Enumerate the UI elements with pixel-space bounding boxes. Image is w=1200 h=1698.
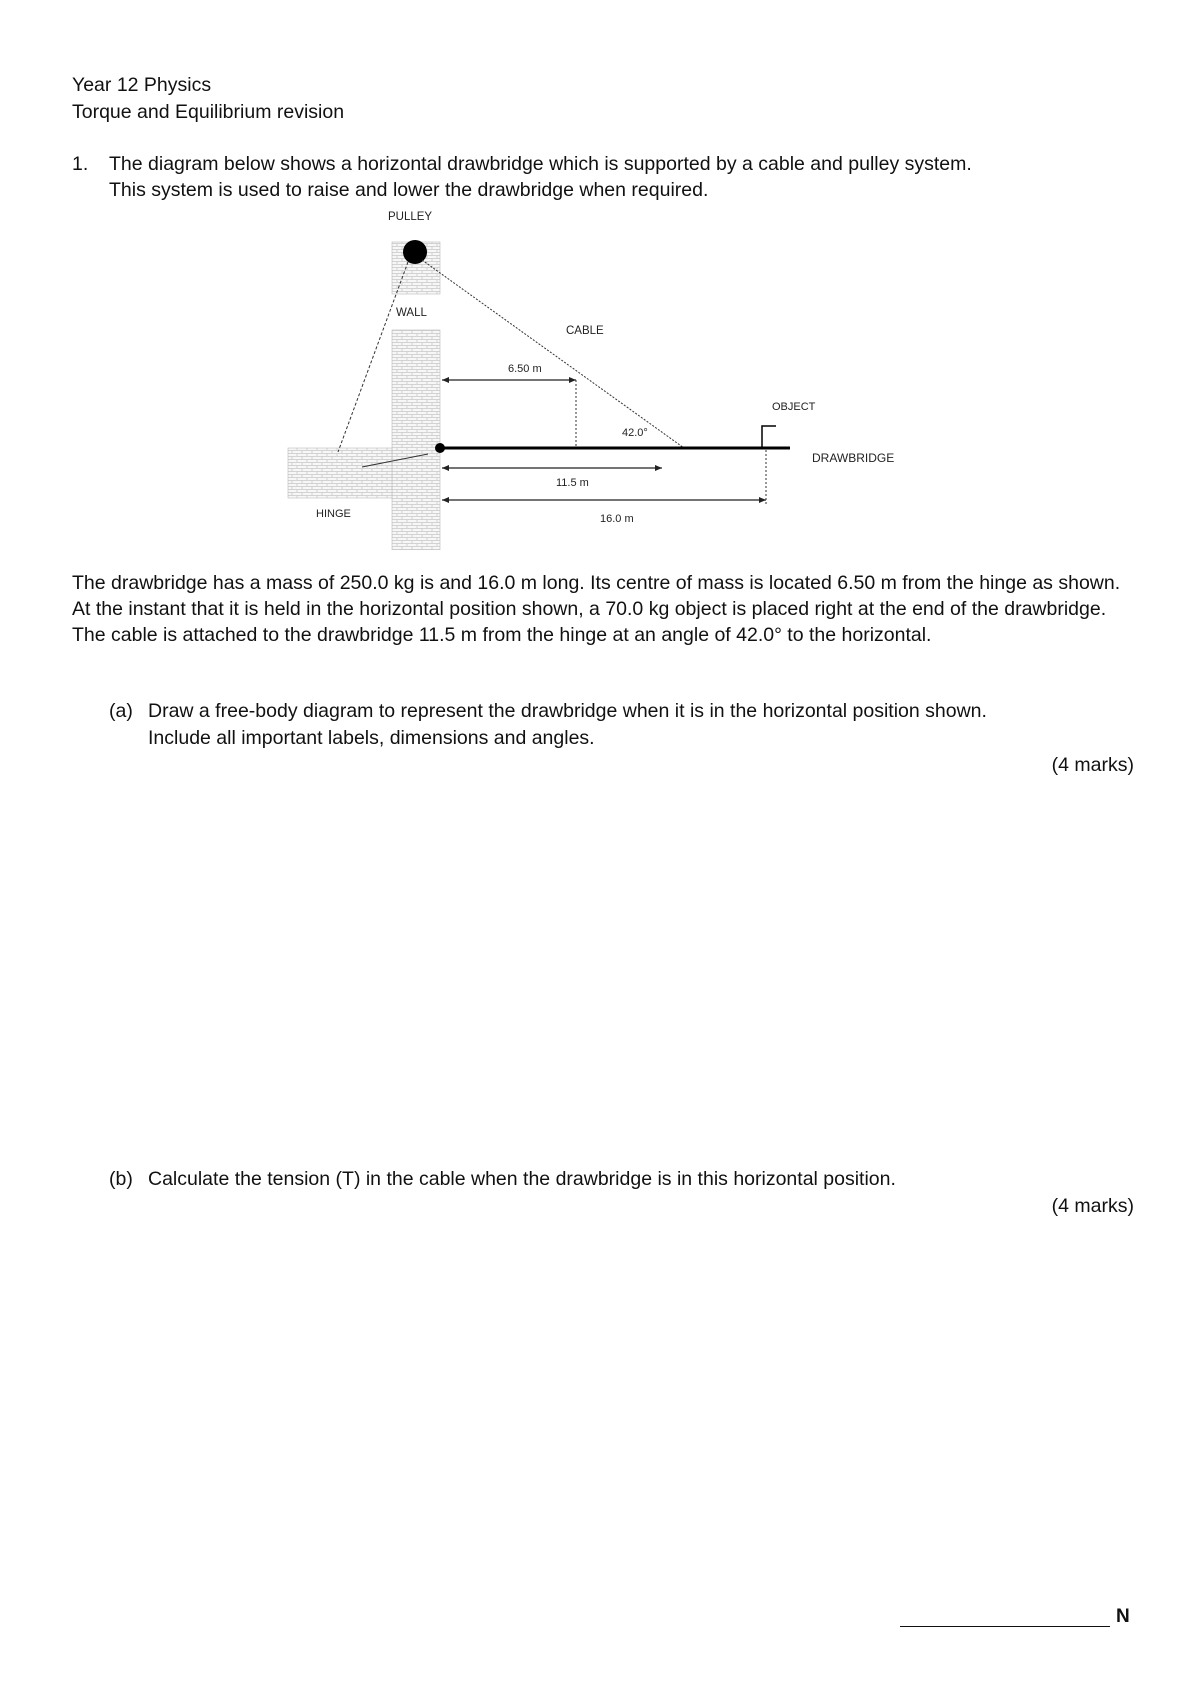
hinge-point [435, 443, 445, 453]
cable [422, 260, 684, 448]
dim-com-label: 6.50 m [508, 363, 542, 375]
course-title: Year 12 Physics [72, 74, 212, 96]
part-a-line1: Draw a free-body diagram to represent the drawbridge when it is in the horizontal position shown. [148, 700, 987, 722]
drawbridge-label: DRAWBRIDGE [812, 451, 895, 465]
angle-label: 42.0° [622, 427, 648, 439]
hinge-label: HINGE [316, 508, 351, 520]
part-b-marks: (4 marks) [1051, 1195, 1134, 1217]
part-a-label: (a) [109, 700, 133, 722]
object-label: OBJECT [772, 401, 816, 413]
ground-block [288, 448, 392, 498]
signature-line [900, 1626, 1110, 1627]
wall-label: WALL [396, 307, 427, 319]
footer-marker: N [1116, 1606, 1130, 1627]
dim-cable-label: 11.5 m [556, 477, 589, 489]
question-body-text: The drawbridge has a mass of 250.0 kg is and 16.0 m long. Its centre of mass is located 6.50 m from the hinge as shown. At the instant that it is held in the horizontal position shown, a 70.0 kg object is placed right at the end of the drawbridge. The cable is attached to the drawbridge 11.5 m from the hinge at an angle of 42.0° to the horizontal. [72, 572, 1121, 646]
question-intro-line2: This system is used to raise and lower the drawbridge when required. [109, 179, 709, 201]
question-number: 1. [72, 153, 89, 175]
cable-label: CABLE [566, 325, 604, 337]
topic-title: Torque and Equilibrium revision [72, 101, 345, 123]
part-a-line2: Include all important labels, dimensions and angles. [148, 727, 595, 749]
object-marker [762, 426, 776, 448]
pulley-label: PULLEY [388, 211, 433, 223]
drawbridge-diagram [270, 210, 930, 550]
wall-lower [392, 330, 440, 550]
part-b-label: (b) [109, 1168, 133, 1190]
part-b-text: Calculate the tension (T) in the cable when the drawbridge is in this horizontal position. [148, 1168, 896, 1190]
part-a-marks: (4 marks) [1051, 754, 1134, 776]
question-intro-line1: The diagram below shows a horizontal drawbridge which is supported by a cable and pulley system. [109, 153, 972, 175]
dim-length-label: 16.0 m [600, 513, 634, 525]
